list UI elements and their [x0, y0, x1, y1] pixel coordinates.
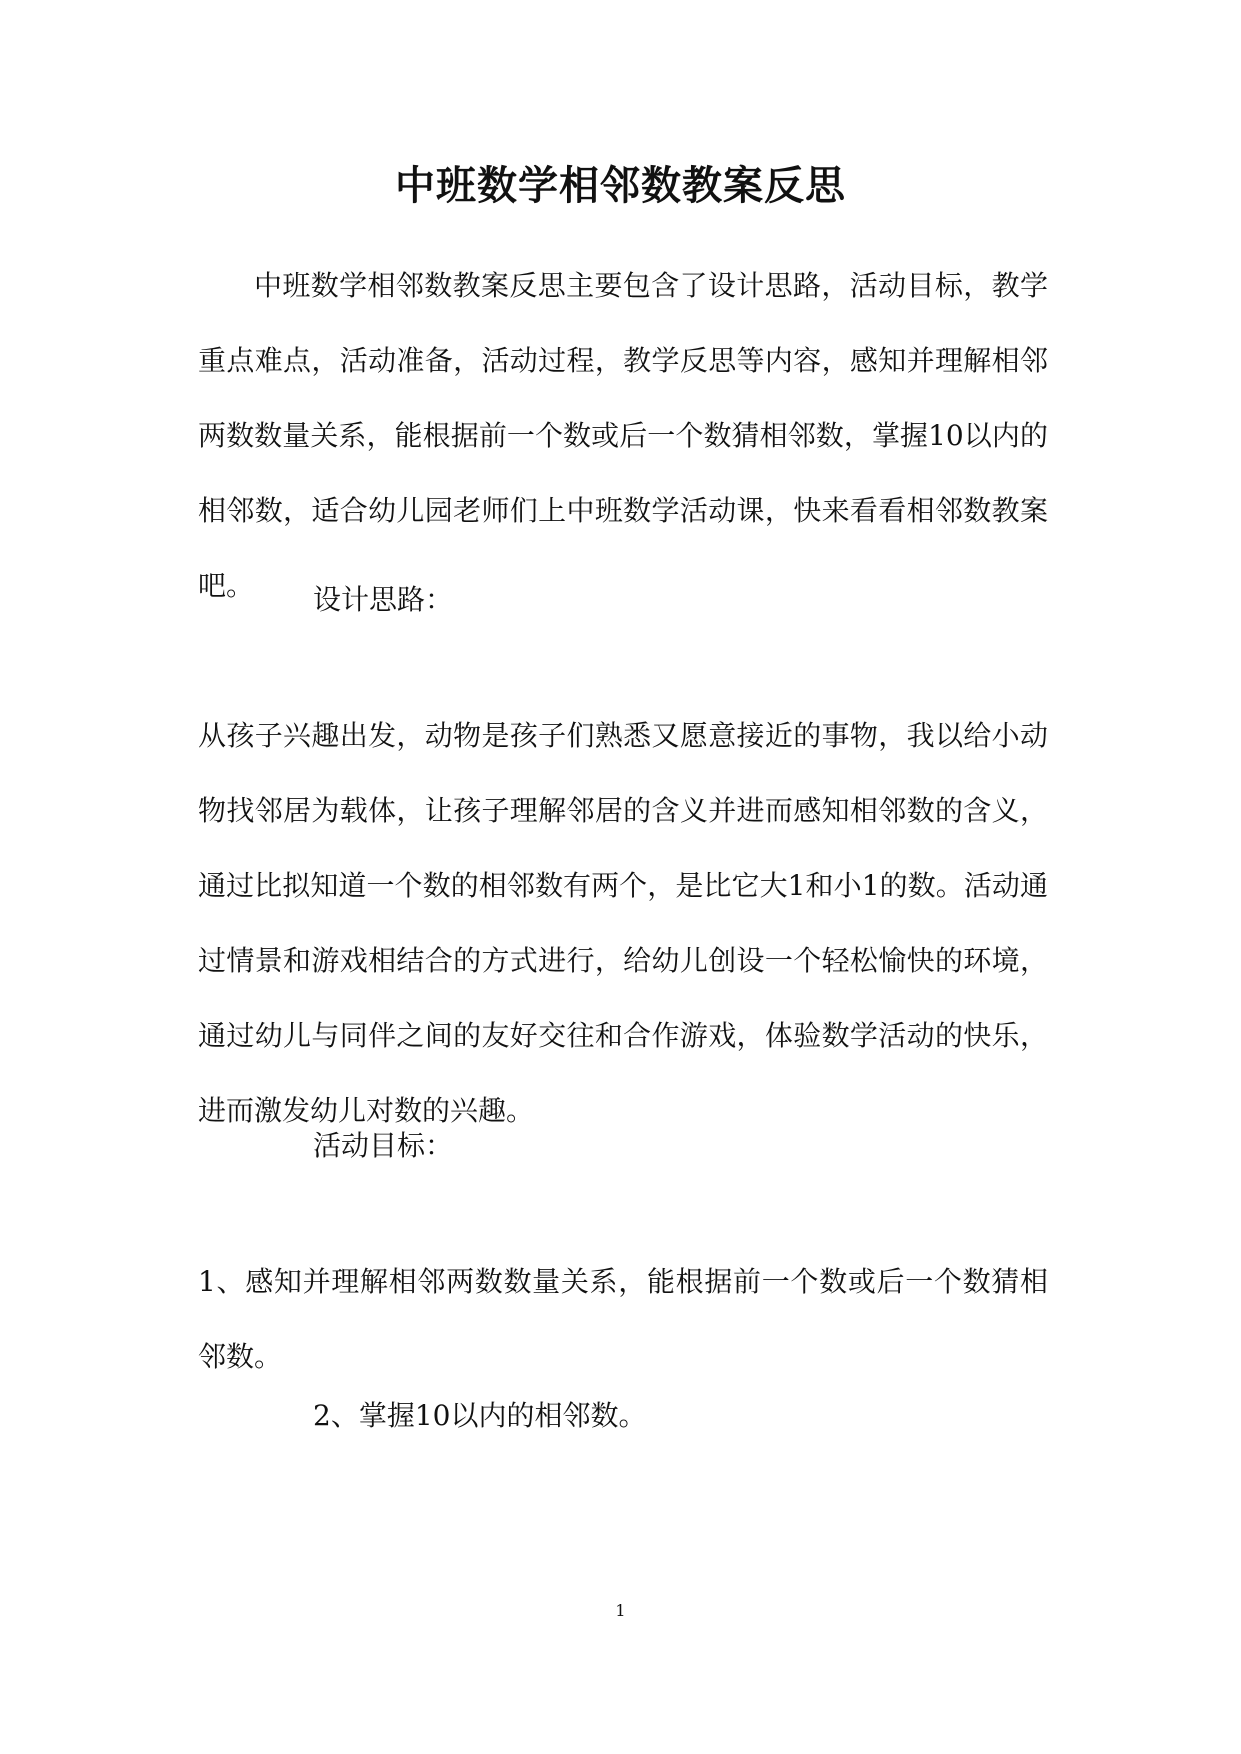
design-paragraph: 从孩子兴趣出发，动物是孩子们熟悉又愿意接近的事物，我以给小动物找邻居为载体，让孩子理解邻居的含义并进而感知相邻数的含义，通过比拟知道一个数的相邻数有两个，是比它大1和小1的数。活动通过情景和游戏相结合的方式进行，给幼儿创设一个轻松愉快的环境，通过幼儿与同伴之间的友好交往和合作游戏，体验数学活动的快乐，进而激发幼儿对数的兴趣。 — [198, 719, 1048, 1127]
section-heading-goals: 活动目标： — [313, 1129, 454, 1162]
section-heading-design: 设计思路： — [313, 583, 454, 616]
page-number: 1 — [615, 1601, 626, 1620]
document-title: 中班数学相邻数教案反思 — [395, 162, 846, 209]
goal-item-1: 1、感知并理解相邻两数数量关系，能根据前一个数或后一个数猜相邻数。 — [198, 1265, 1048, 1373]
goal-item-2: 2、掌握10以内的相邻数。 — [313, 1399, 647, 1432]
intro-paragraph: 中班数学相邻数教案反思主要包含了设计思路，活动目标，教学重点难点，活动准备，活动过程，教学反思等内容，感知并理解相邻两数数量关系，能根据前一个数或后一个数猜相邻数，掌握10以内的相邻数，适合幼儿园老师们上中班数学活动课，快来看看相邻数教案吧。 — [198, 269, 1048, 602]
